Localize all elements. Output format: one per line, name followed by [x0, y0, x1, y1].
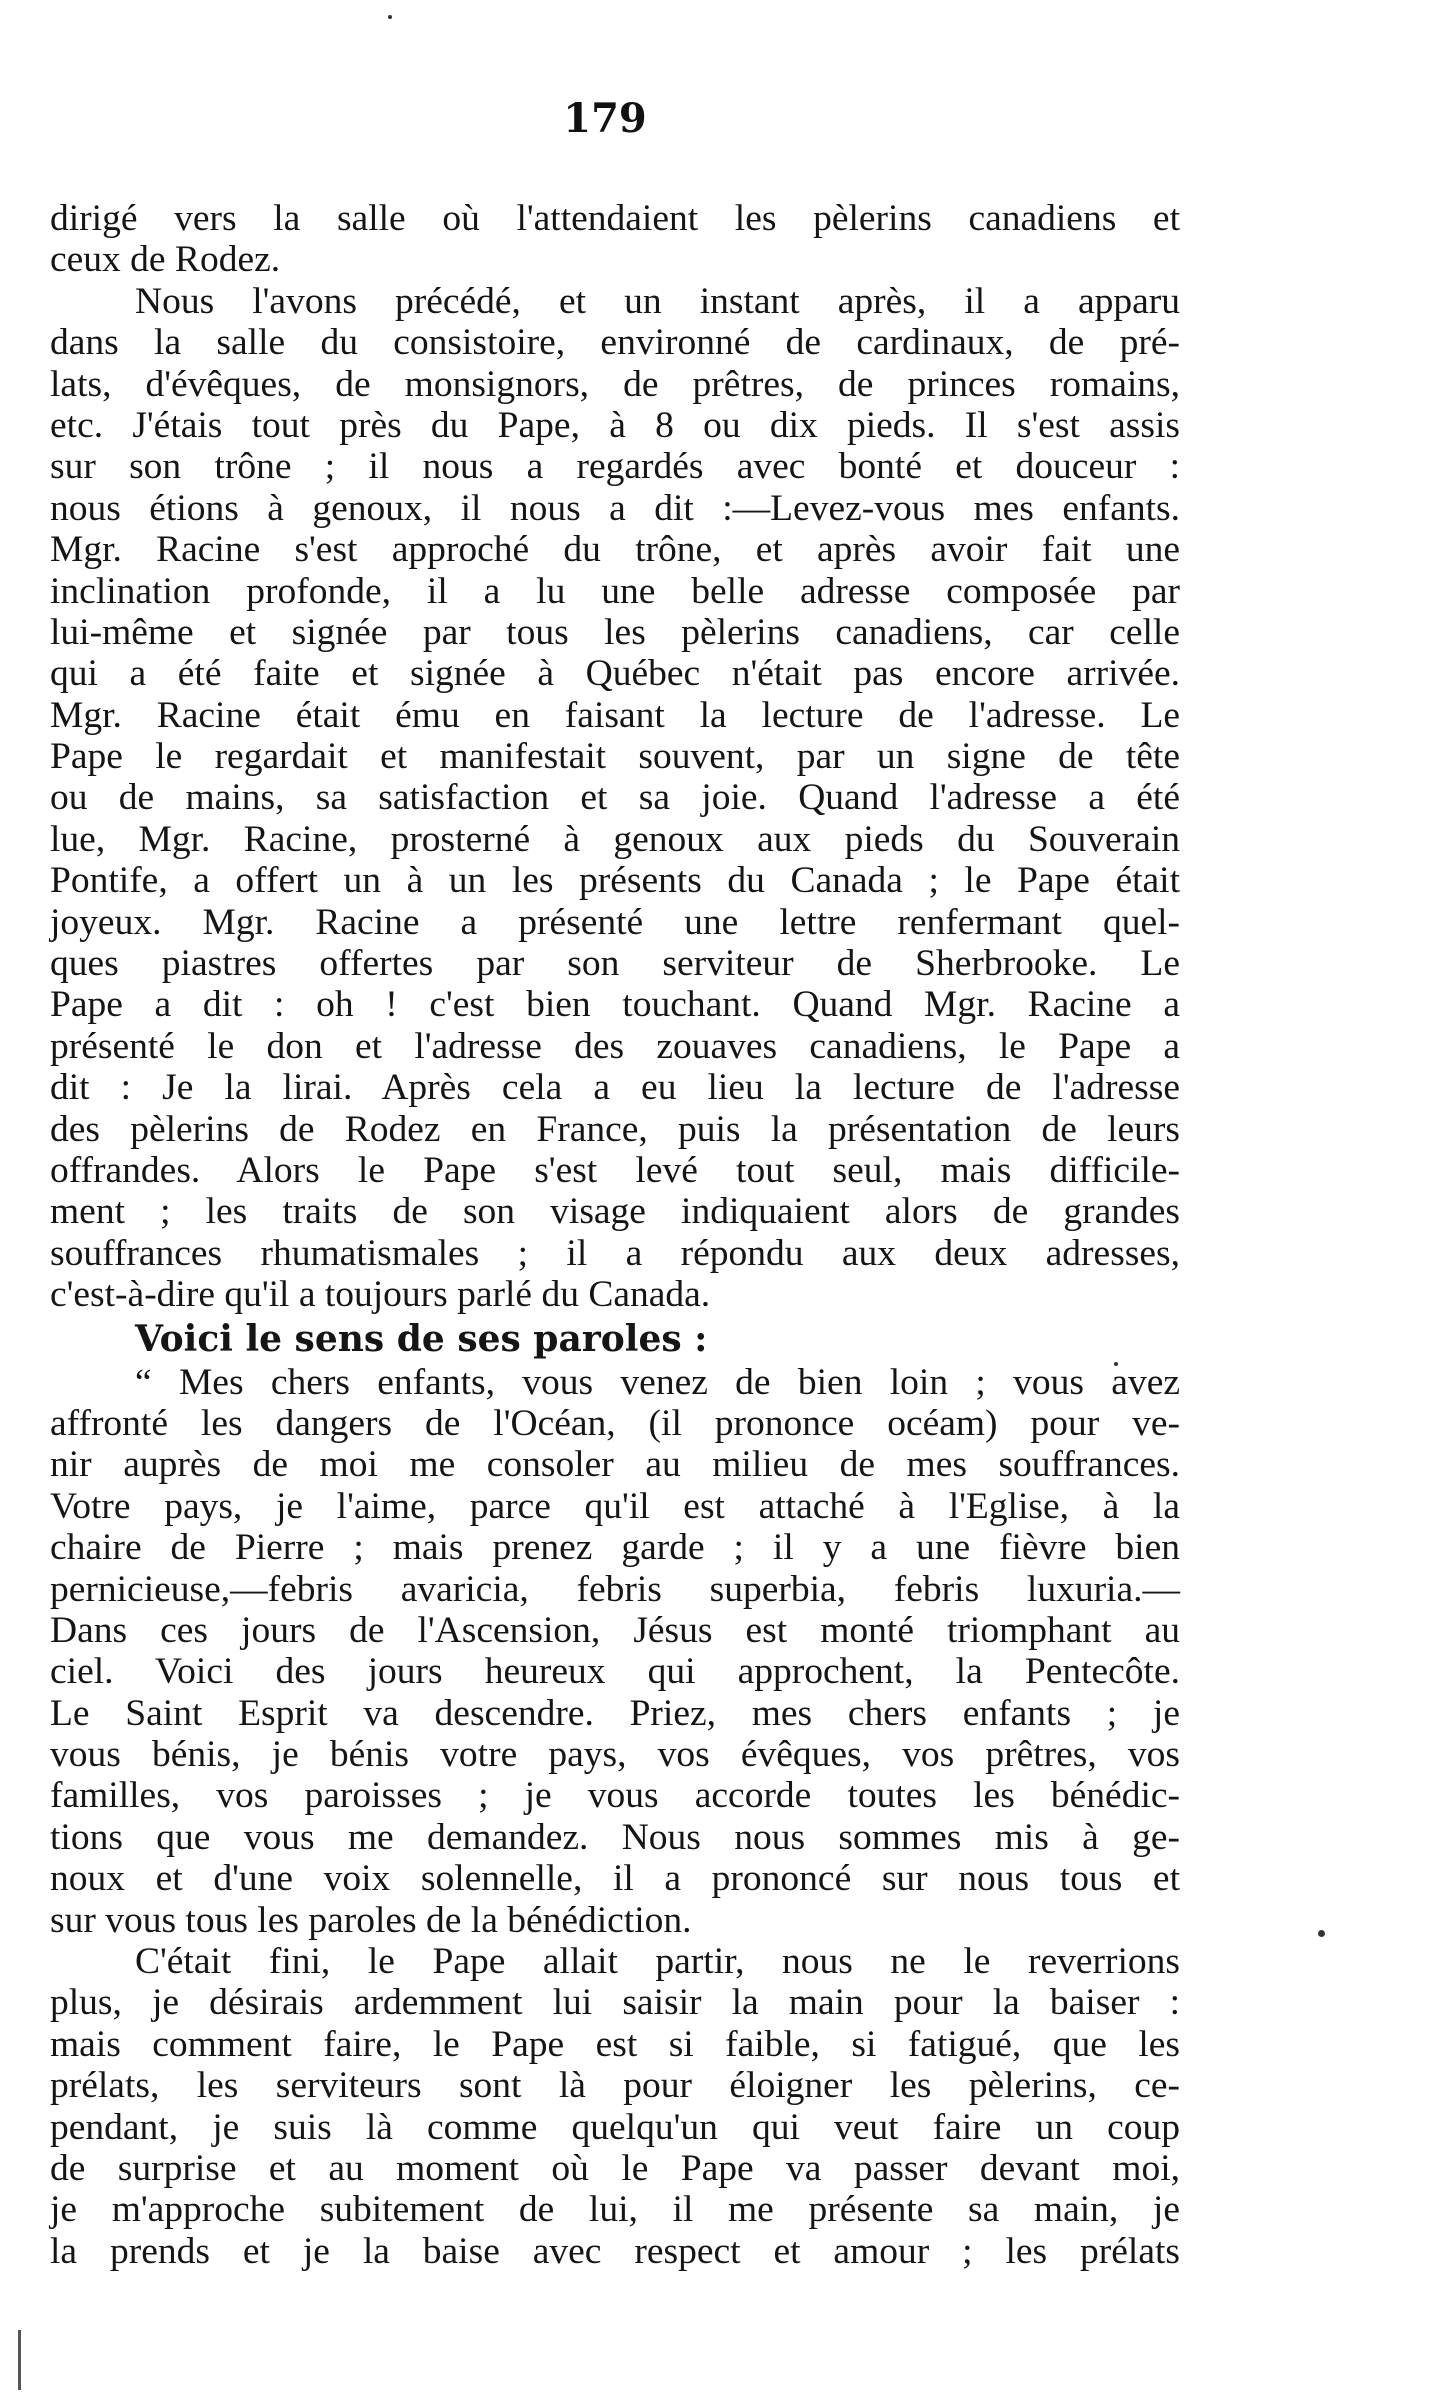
- text-line: affronté les dangers de l'Océan, (il prononce océam) pour ve-: [50, 1402, 1180, 1444]
- text-line: Pape le regardait et manifestait souvent, par un signe de tête: [50, 736, 1180, 778]
- text-line: tions que vous me demandez. Nous nous sommes mis à ge-: [50, 1816, 1180, 1858]
- text-line: inclination profonde, il a lu une belle adresse composée par: [50, 570, 1180, 612]
- text-line: lats, d'évêques, de monsignors, de prêtres, de princes romains,: [50, 363, 1180, 405]
- text-line: ment ; les traits de son visage indiquaient alors de grandes: [50, 1191, 1180, 1233]
- text-line: ques piastres offertes par son serviteur de Sherbrooke. Le: [50, 943, 1180, 985]
- text-line: la prends et je la baise avec respect et amour ; les prélats: [50, 2230, 1180, 2272]
- ink-speck: [1318, 1930, 1325, 1937]
- text-line: sur son trône ; il nous a regardés avec bonté et douceur :: [50, 446, 1180, 488]
- text-line: de surprise et au moment où le Pape va passer devant moi,: [50, 2147, 1180, 2189]
- text-line: ou de mains, sa satisfaction et sa joie. Quand l'adresse a été: [50, 777, 1180, 819]
- text-line: chaire de Pierre ; mais prenez garde ; il y a une fièvre bien: [50, 1527, 1180, 1569]
- text-line: sur vous tous les paroles de la bénédiction.: [50, 1899, 692, 1941]
- text-line: je m'approche subitement de lui, il me présente sa main, je: [50, 2189, 1180, 2231]
- text-line: C'était fini, le Pape allait partir, nous ne le reverrions: [135, 1941, 1180, 1983]
- text-line: prélats, les serviteurs sont là pour éloigner les pèlerins, ce-: [50, 2065, 1180, 2107]
- text-line: pendant, je suis là comme quelqu'un qui veut faire un coup: [50, 2106, 1180, 2148]
- scan-edge-mark: [18, 2330, 21, 2390]
- text-line: ciel. Voici des jours heureux qui approchent, la Pentecôte.: [50, 1651, 1180, 1693]
- text-line: ceux de Rodez.: [50, 239, 281, 281]
- text-line: dit : Je la lirai. Après cela a eu lieu la lecture de l'adresse: [50, 1067, 1180, 1109]
- text-line: Nous l'avons précédé, et un instant après, il a apparu: [135, 280, 1180, 322]
- text-line: familles, vos paroisses ; je vous accorde toutes les bénédic-: [50, 1775, 1180, 1817]
- text-line: Mgr. Racine était ému en faisant la lecture de l'adresse. Le: [50, 694, 1180, 736]
- text-line: pernicieuse,—febris avaricia, febris superbia, febris luxuria.—: [50, 1568, 1180, 1610]
- text-line: qui a été faite et signée à Québec n'était pas encore arrivée.: [50, 653, 1180, 695]
- text-line: lue, Mgr. Racine, prosterné à genoux aux pieds du Souverain: [50, 818, 1180, 860]
- text-line: plus, je désirais ardemment lui saisir la main pour la baiser :: [50, 1982, 1180, 2024]
- text-line: lui-même et signée par tous les pèlerins canadiens, car celle: [50, 611, 1180, 653]
- text-line: des pèlerins de Rodez en France, puis la présentation de leurs: [50, 1108, 1180, 1150]
- section-heading: Voici le sens de ses paroles :: [135, 1317, 708, 1360]
- text-line: Le Saint Esprit va descendre. Priez, mes chers enfants ; je: [50, 1692, 1180, 1734]
- ink-speck: [388, 15, 392, 19]
- text-line: Pape a dit : oh ! c'est bien touchant. Quand Mgr. Racine a: [50, 984, 1180, 1026]
- text-line: etc. J'étais tout près du Pape, à 8 ou dix pieds. Il s'est assis: [50, 404, 1180, 446]
- text-line: présenté le don et l'adresse des zouaves canadiens, le Pape a: [50, 1025, 1180, 1067]
- text-line: offrandes. Alors le Pape s'est levé tout seul, mais difficile-: [50, 1149, 1180, 1191]
- text-line: dans la salle du consistoire, environné de cardinaux, de pré-: [50, 322, 1180, 364]
- text-line: Mgr. Racine s'est approché du trône, et après avoir fait une: [50, 529, 1180, 571]
- text-line: Pontife, a offert un à un les présents du Canada ; le Pape était: [50, 860, 1180, 902]
- text-line: vous bénis, je bénis votre pays, vos évêques, vos prêtres, vos: [50, 1734, 1180, 1776]
- text-line: c'est-à-dire qu'il a toujours parlé du Canada.: [50, 1274, 711, 1316]
- text-line: noux et d'une voix solennelle, il a prononcé sur nous tous et: [50, 1858, 1180, 1900]
- page-number: 179: [563, 95, 647, 142]
- text-line: “ Mes chers enfants, vous venez de bien loin ; vous avez: [135, 1361, 1180, 1403]
- text-line: nous étions à genoux, il nous a dit :—Levez-vous mes enfants.: [50, 487, 1180, 529]
- text-line: joyeux. Mgr. Racine a présenté une lettre renfermant quel-: [50, 901, 1180, 943]
- body-text: [50, 198, 1180, 2272]
- text-line: souffrances rhumatismales ; il a répondu aux deux adresses,: [50, 1232, 1180, 1274]
- text-line: dirigé vers la salle où l'attendaient les pèlerins canadiens et: [50, 198, 1180, 239]
- text-line: Votre pays, je l'aime, parce qu'il est attaché à l'Eglise, à la: [50, 1485, 1180, 1527]
- text-line: Dans ces jours de l'Ascension, Jésus est monté triomphant au: [50, 1609, 1180, 1651]
- text-line: nir auprès de moi me consoler au milieu de mes souffrances.: [50, 1444, 1180, 1486]
- text-line: mais comment faire, le Pape est si faible, si fatigué, que les: [50, 2023, 1180, 2065]
